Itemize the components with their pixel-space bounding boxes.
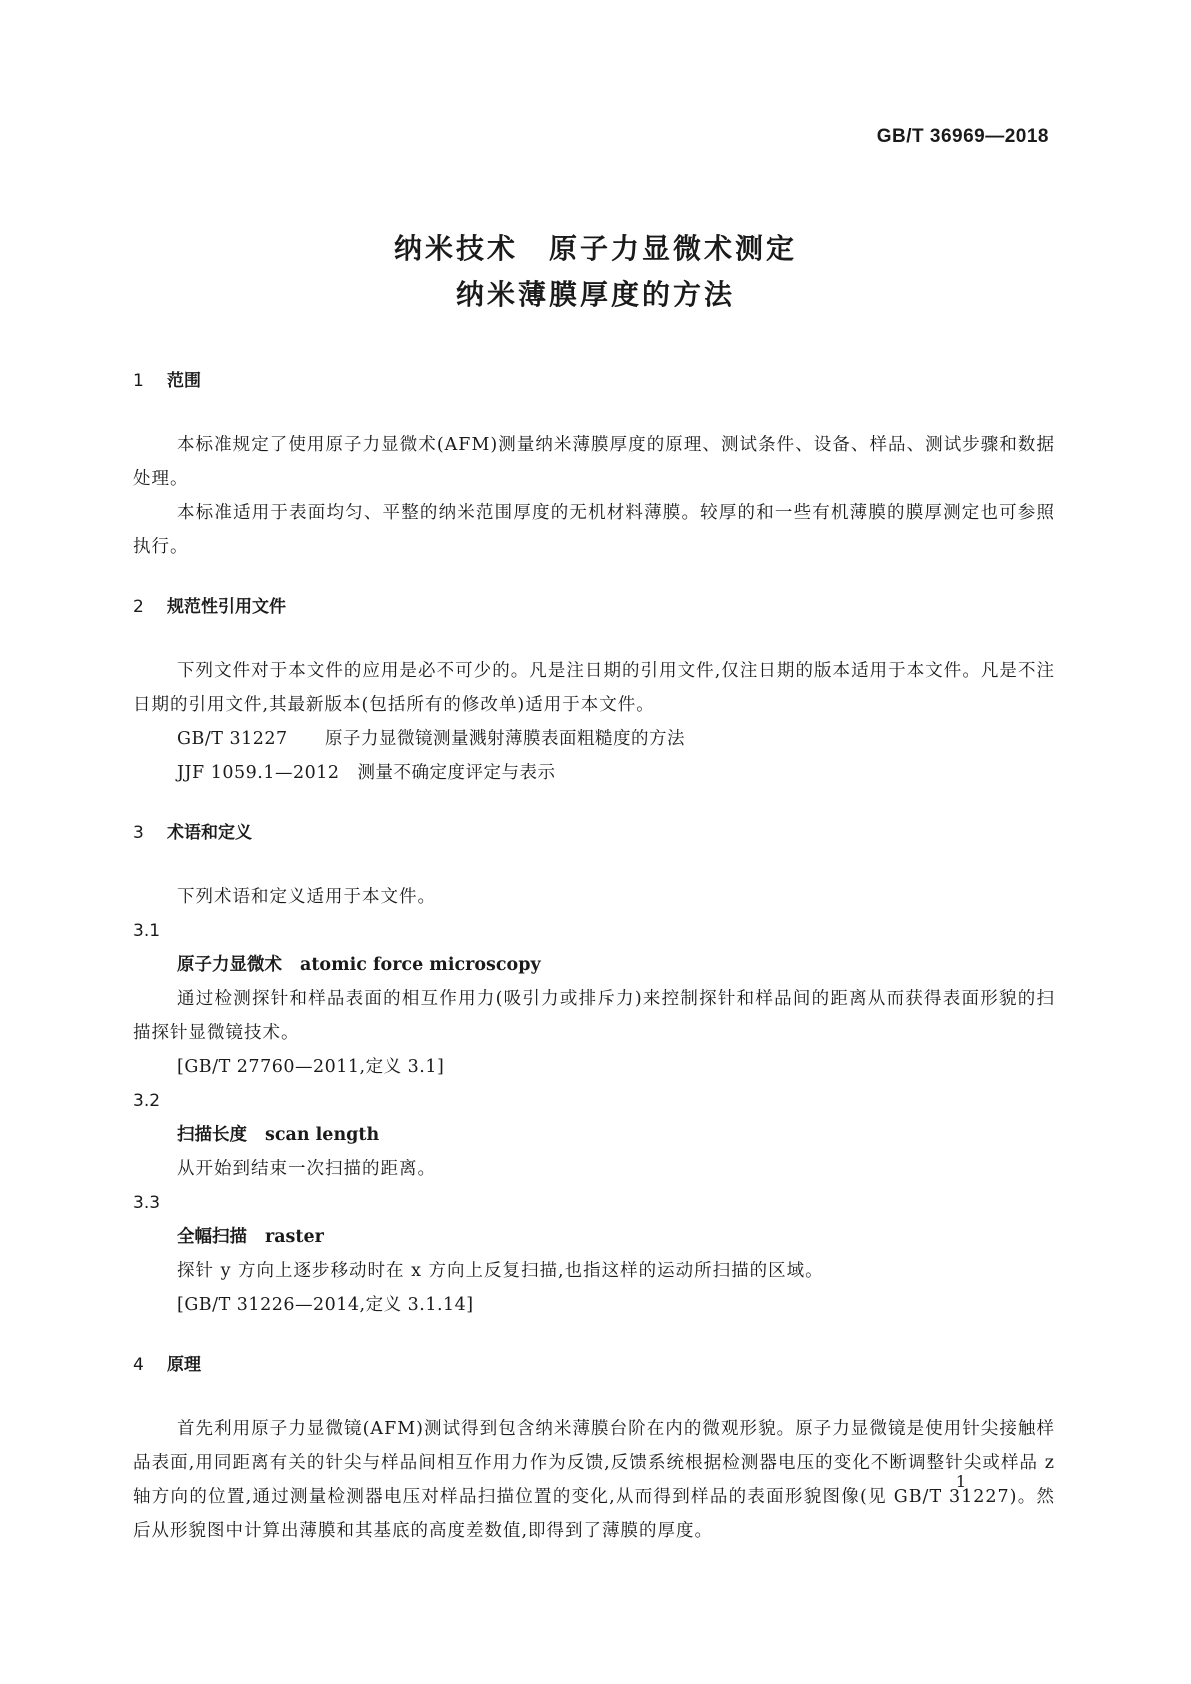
section-number: 2 xyxy=(133,597,144,617)
term-definition: 从开始到结束一次扫描的距离。 xyxy=(177,1159,436,1179)
term-number: 3.2 xyxy=(133,1091,161,1111)
document-title xyxy=(0,226,1191,318)
reference-code: JJF 1059.1—2012 xyxy=(177,763,340,783)
paragraph: 本标准适用于表面均匀、平整的纳米范围厚度的无机材料薄膜。较厚的和一些有机薄膜的膜厚测定也可参照执行。 xyxy=(133,503,1055,557)
section-2-heading xyxy=(133,592,1055,622)
term-name-en: scan length xyxy=(265,1125,380,1145)
section-number: 3 xyxy=(133,823,144,843)
reference-item xyxy=(133,756,1055,790)
term-name-en: atomic force microscopy xyxy=(300,955,541,975)
term-name-zh: 全幅扫描 xyxy=(177,1227,247,1247)
section-title: 范围 xyxy=(167,371,201,391)
section-title: 术语和定义 xyxy=(167,823,252,843)
term-source: [GB/T 27760—2011,定义 3.1] xyxy=(177,1057,445,1077)
reference-code: GB/T 31227 xyxy=(177,729,288,749)
section-1-heading xyxy=(133,366,1055,396)
section-title: 原理 xyxy=(167,1355,201,1375)
title-line-1: 纳米技术 原子力显微术测定 xyxy=(393,232,797,265)
term-name-en: raster xyxy=(265,1227,324,1247)
paragraph: 首先利用原子力显微镜(AFM)测试得到包含纳米薄膜台阶在内的微观形貌。原子力显微镜是使用针尖接触样品表面,用同距离有关的针尖与样品间相互作用力作为反馈,反馈系统根据检测器电压的变化不断调整针尖或样品 z 轴方向的位置,通过测量检测器电压对样品扫描位置的变化,从而得到样品的表面形貌图像(见 GB/T 31227)。然后从形貌图中计算出薄膜和其基底的高度差数值,即得到了薄膜的厚度。 xyxy=(133,1419,1055,1541)
section-number: 4 xyxy=(133,1355,144,1375)
section-number: 1 xyxy=(133,371,144,391)
term-source: [GB/T 31226—2014,定义 3.1.14] xyxy=(177,1295,474,1315)
reference-item xyxy=(133,722,1055,756)
document-body xyxy=(133,366,1055,1548)
standard-number: GB/T 36969—2018 xyxy=(876,126,1049,147)
paragraph: 本标准规定了使用原子力显微术(AFM)测量纳米薄膜厚度的原理、测试条件、设备、样品、测试步骤和数据处理。 xyxy=(133,435,1055,489)
section-3-heading xyxy=(133,818,1055,848)
reference-title: 测量不确定度评定与表示 xyxy=(357,763,556,783)
term-name-zh: 扫描长度 xyxy=(177,1125,247,1145)
paragraph: 下列文件对于本文件的应用是必不可少的。凡是注日期的引用文件,仅注日期的版本适用于本文件。凡是不注日期的引用文件,其最新版本(包括所有的修改单)适用于本文件。 xyxy=(133,661,1055,715)
reference-title: 原子力显微镜测量溅射薄膜表面粗糙度的方法 xyxy=(325,729,685,749)
term-number: 3.1 xyxy=(133,921,161,941)
title-line-2: 纳米薄膜厚度的方法 xyxy=(455,278,735,311)
term-name-zh: 原子力显微术 xyxy=(177,955,282,975)
term-definition: 探针 y 方向上逐步移动时在 x 方向上反复扫描,也指这样的运动所扫描的区域。 xyxy=(177,1261,824,1281)
term-name xyxy=(133,1118,1055,1152)
paragraph: 下列术语和定义适用于本文件。 xyxy=(177,887,436,907)
term-number: 3.3 xyxy=(133,1193,161,1213)
section-4-heading xyxy=(133,1350,1055,1380)
term-definition: 通过检测探针和样品表面的相互作用力(吸引力或排斥力)来控制探针和样品间的距离从而获得表面形貌的扫描探针显微镜技术。 xyxy=(133,989,1055,1043)
page-number: 1 xyxy=(955,1472,966,1491)
section-title: 规范性引用文件 xyxy=(167,597,286,617)
term-name xyxy=(133,1220,1055,1254)
term-name xyxy=(133,948,1055,982)
